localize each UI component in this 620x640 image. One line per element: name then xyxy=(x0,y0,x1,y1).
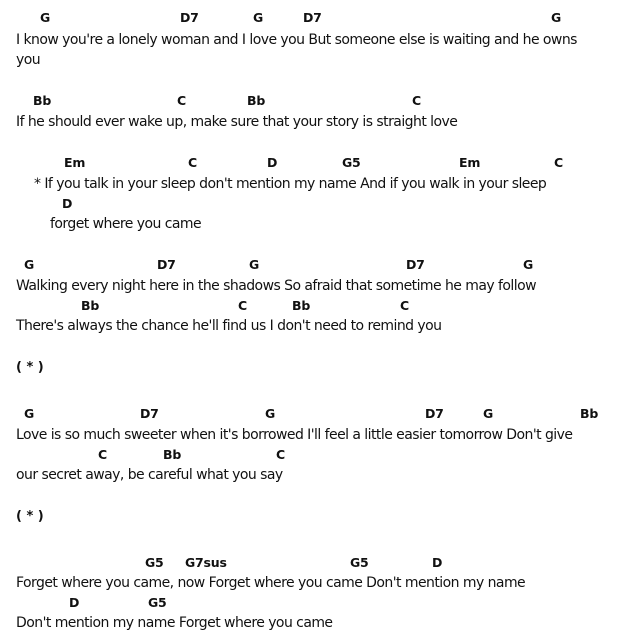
chord: D xyxy=(267,155,278,170)
chord: G xyxy=(483,406,494,421)
chorus-repeat-marker: ( * ) xyxy=(16,360,44,375)
chord: C xyxy=(98,447,107,462)
lyric-line: * If you talk in your sleep don't mention my name And if you walk in your sleep xyxy=(34,176,547,192)
chord: Em xyxy=(64,155,86,170)
chord: D xyxy=(432,555,443,570)
chord: G5 xyxy=(350,555,369,570)
lyric-line: you xyxy=(16,52,41,68)
lyric-line: If he should ever wake up, make sure that your story is straight love xyxy=(16,114,458,130)
chord: D7 xyxy=(425,406,444,421)
chord: Bb xyxy=(33,93,52,108)
lyric-line: our secret away, be careful what you say xyxy=(16,467,283,483)
lyric-line: I know you're a lonely woman and I love you But someone else is waiting and he owns xyxy=(16,32,577,48)
chord: Bb xyxy=(81,298,100,313)
chord: G xyxy=(24,406,35,421)
chord: G xyxy=(24,257,35,272)
chord: G5 xyxy=(342,155,361,170)
chord: Bb xyxy=(247,93,266,108)
chord: C xyxy=(400,298,409,313)
lyric-line: There's always the chance he'll find us I don't need to remind you xyxy=(16,318,442,334)
chord: D xyxy=(69,595,80,610)
chord: G7sus xyxy=(185,555,227,570)
chord: C xyxy=(276,447,285,462)
chord: Em xyxy=(459,155,481,170)
chord: G5 xyxy=(145,555,164,570)
chord: G xyxy=(249,257,260,272)
chord: C xyxy=(177,93,186,108)
chord: D7 xyxy=(157,257,176,272)
chord: D7 xyxy=(303,10,322,25)
lyric-line: Love is so much sweeter when it's borrowed I'll feel a little easier tomorrow Don't give xyxy=(16,427,573,443)
chord: C xyxy=(412,93,421,108)
chord: G xyxy=(523,257,534,272)
chord: D7 xyxy=(180,10,199,25)
chorus-repeat-marker: ( * ) xyxy=(16,509,44,524)
chord: G5 xyxy=(148,595,167,610)
chord: C xyxy=(238,298,247,313)
chord: Bb xyxy=(292,298,311,313)
chord: G xyxy=(551,10,562,25)
chord: G xyxy=(40,10,51,25)
lyric-line: Don't mention my name Forget where you came xyxy=(16,615,333,631)
chord: C xyxy=(554,155,563,170)
chord: Bb xyxy=(580,406,599,421)
chord: Bb xyxy=(163,447,182,462)
lyric-line: Walking every night here in the shadows So afraid that sometime he may follow xyxy=(16,278,536,294)
chord: D7 xyxy=(140,406,159,421)
chord: C xyxy=(188,155,197,170)
chord: D7 xyxy=(406,257,425,272)
lyric-line: forget where you came xyxy=(50,216,202,232)
chord: G xyxy=(265,406,276,421)
chord: G xyxy=(253,10,264,25)
lyric-line: Forget where you came, now Forget where you came Don't mention my name xyxy=(16,575,526,591)
chord: D xyxy=(62,196,73,211)
